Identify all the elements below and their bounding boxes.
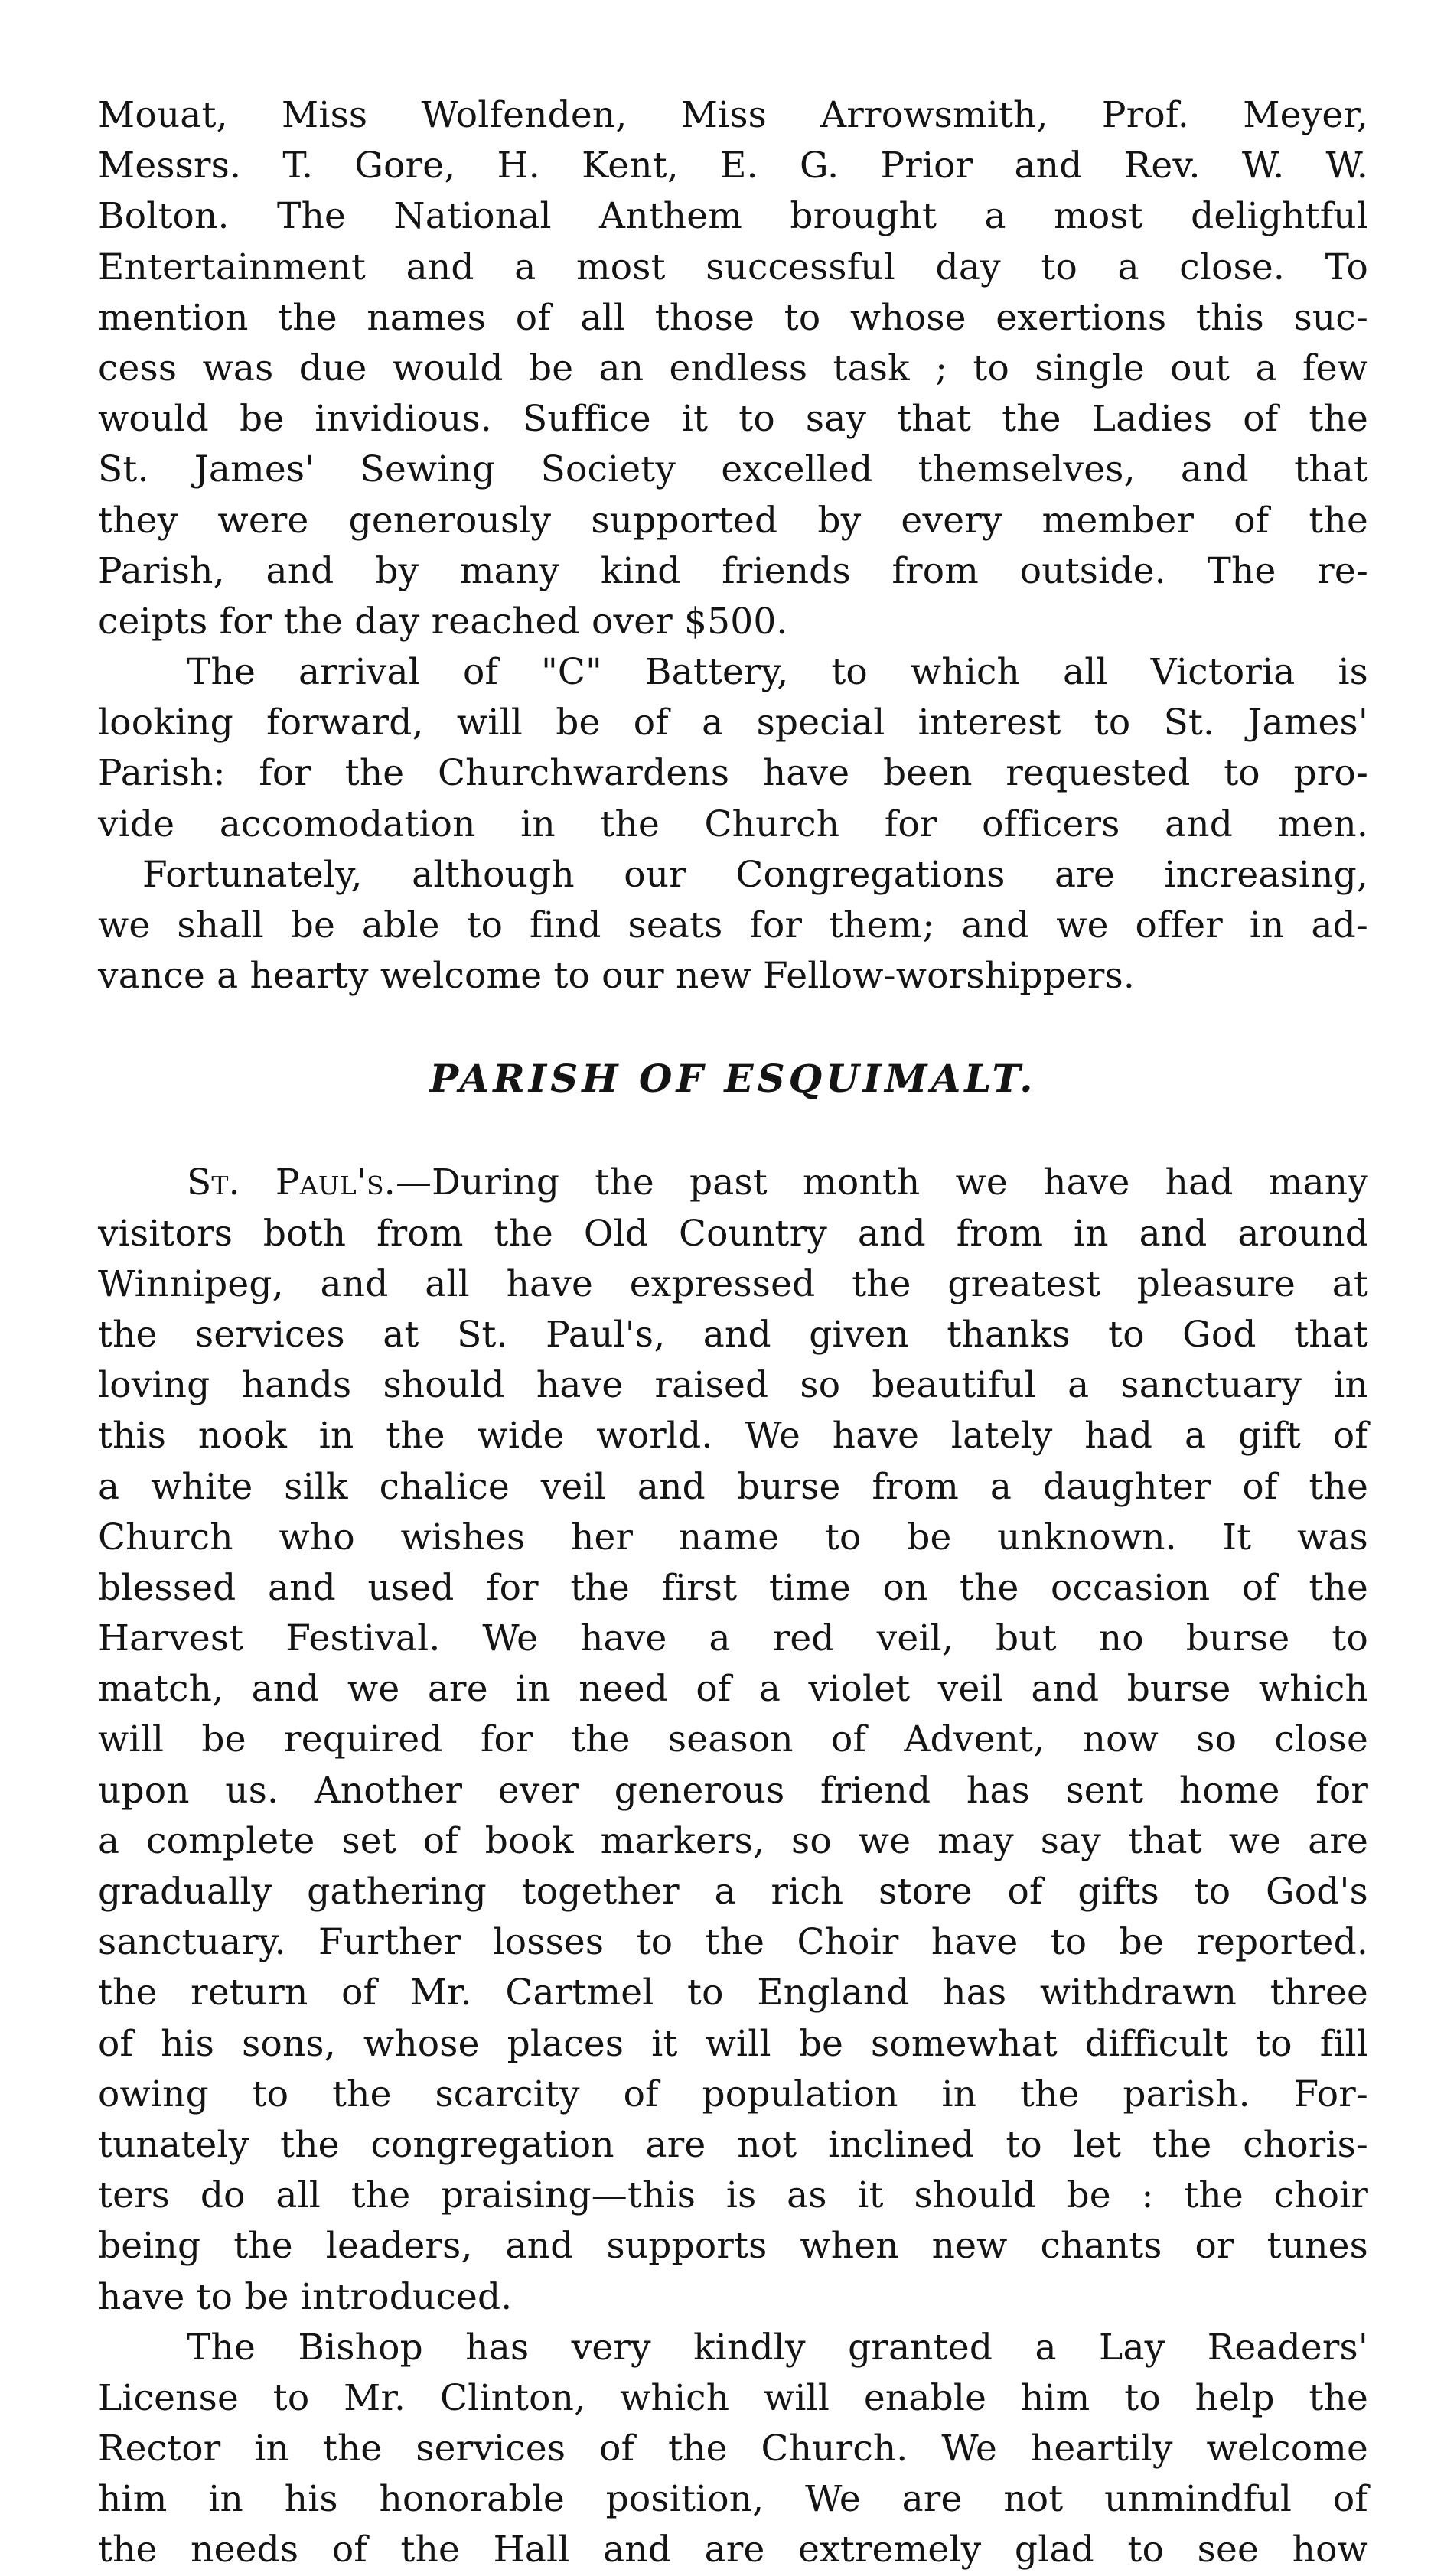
text-line: Winnipeg, and all have expressed the greatest pleasure at (98, 1262, 1368, 1305)
text-line: of his sons, whose places it will be somewhat difficult to fill (98, 2022, 1368, 2065)
text-line: vide accomodation in the Church for officers and men. (98, 803, 1368, 845)
text-line: tunately the congregation are not inclined to let the choris- (98, 2123, 1368, 2166)
text-line: St. James' Sewing Society excelled themselves, and that (98, 448, 1368, 491)
top-section (98, 90, 1368, 1001)
text-line-rest: —During the past month we have had many (395, 1161, 1368, 1204)
text-line: Mouat, Miss Wolfenden, Miss Arrowsmith, Prof. Meyer, (98, 94, 1368, 136)
text-line (98, 1158, 1368, 1208)
text-line: a complete set of book markers, so we may say that we are (98, 1819, 1368, 1862)
text-line: Fortunately, although our Congregations are increasing, (142, 853, 1368, 896)
paragraph-lay-reader (98, 2323, 1368, 2576)
text-line: License to Mr. Clinton, which will enable him to help the (98, 2376, 1368, 2419)
bottom-section (98, 1158, 1368, 2575)
text-line: Rector in the services of the Church. We heartily welcome (98, 2428, 1368, 2470)
section-heading: PARISH OF ESQUIMALT. (429, 1056, 1037, 1102)
text-line: match, and we are in need of a violet veil and burse which (98, 1668, 1368, 1711)
text-line: Bolton. The National Anthem brought a most delightful (98, 195, 1368, 238)
text-line: this nook in the wide world. We have lately had a gift of (98, 1415, 1368, 1457)
text-line: Harvest Festival. We have a red veil, but no burse to (98, 1617, 1368, 1660)
text-line: upon us. Another ever generous friend has sent home for (98, 1769, 1368, 1812)
text-line: a white silk chalice veil and burse from a daughter of the (98, 1465, 1368, 1508)
text-line: owing to the scarcity of population in the parish. For- (98, 2073, 1368, 2115)
paragraph-st-pauls (98, 1158, 1368, 2322)
paragraph-festival-report (98, 90, 1368, 647)
text-line: we shall be able to find seats for them; and we offer in ad- (98, 904, 1368, 946)
text-line: visitors both from the Old Country and from in and around (98, 1212, 1368, 1255)
text-line: cess was due would be an endless task ; to single out a few (98, 347, 1368, 389)
text-line: loving hands should have raised so beautiful a sanctuary in (98, 1364, 1368, 1407)
text-line: looking forward, will be of a special interest to St. James' (98, 702, 1368, 744)
text-line: Parish: for the Churchwardens have been requested to pro- (98, 752, 1368, 795)
text-line: Parish, and by many kind friends from outside. The re- (98, 549, 1368, 592)
text-line: will be required for the season of Advent, now so close (98, 1718, 1368, 1761)
text-line: mention the names of all those to whose exertions this suc- (98, 296, 1368, 339)
text-line: The Bishop has very kindly granted a Lay Readers' (187, 2326, 1368, 2369)
document-page (98, 90, 1368, 2576)
text-line: sanctuary. Further losses to the Choir have to be reported. (98, 1921, 1368, 1964)
text-line: Church who wishes her name to be unknown. It was (98, 1516, 1368, 1558)
text-line: Messrs. T. Gore, H. Kent, E. G. Prior and Rev. W. W. (98, 145, 1368, 187)
text-line: would be invidious. Suffice it to say that the Ladies of the (98, 398, 1368, 441)
text-line: they were generously supported by every member of the (98, 499, 1368, 542)
text-line: being the leaders, and supports when new chants or tunes (98, 2225, 1368, 2268)
text-line: him in his honorable position, We are not unmindful of (98, 2478, 1368, 2521)
text-line: Entertainment and a most successful day to a close. To (98, 246, 1368, 288)
text-line: the needs of the Hall and are extremely glad to see how (98, 2529, 1368, 2571)
text-line: vance a hearty welcome to our new Fellow-worshippers. (98, 955, 1136, 998)
text-line: gradually gathering together a rich store of gifts to God's (98, 1871, 1368, 1913)
text-line: the return of Mr. Cartmel to England has withdrawn three (98, 1972, 1368, 2014)
lead-in-heading: St. Paul's. (187, 1161, 396, 1204)
text-line: the services at St. Paul's, and given thanks to God that (98, 1313, 1368, 1356)
text-line: have to be introduced. (98, 2275, 513, 2318)
text-line: ceipts for the day reached over $500. (98, 600, 788, 643)
text-line: ters do all the praising—this is as it should be : the choir (98, 2174, 1368, 2217)
text-line: The arrival of "C" Battery, to which all Victoria is (187, 651, 1368, 694)
text-line: blessed and used for the first time on the occasion of the (98, 1566, 1368, 1609)
paragraph-battery-arrival (98, 647, 1368, 1001)
